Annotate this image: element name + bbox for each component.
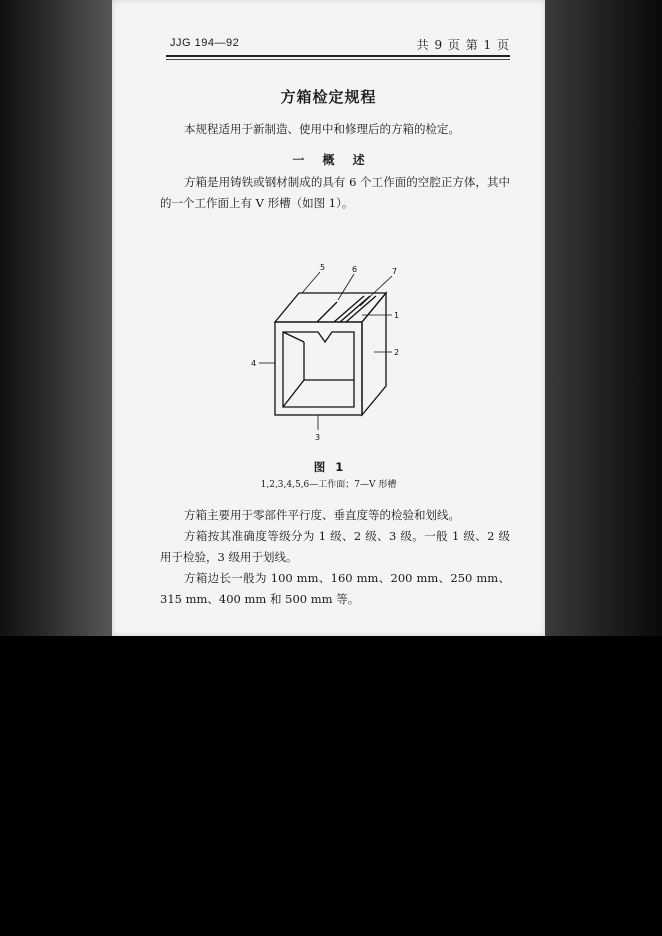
scan-left-margin bbox=[0, 0, 112, 636]
label-2: 2 bbox=[394, 348, 400, 357]
header-rule-thin bbox=[166, 59, 510, 60]
usage-paragraph: 方箱主要用于零部件平行度、垂直度等的检验和划线。 bbox=[184, 508, 460, 522]
standard-code: JJG 194—92 bbox=[170, 37, 240, 49]
overview-paragraph: 方箱是用铸铁或钢材制成的具有 6 个工作面的空腔正方体，其中的一个工作面上有 V 形槽（如图 1）。 bbox=[160, 175, 510, 210]
square-box-diagram bbox=[242, 260, 422, 450]
page-title: 方箱检定规程 bbox=[280, 88, 377, 106]
section-heading: 一 概 述 bbox=[292, 153, 365, 167]
label-1: 1 bbox=[394, 311, 400, 320]
scan-right-margin bbox=[545, 0, 662, 636]
size-paragraph: 方箱边长一般为 100 mm、160 mm、200 mm、250 mm、315 mm、400 mm 和 500 mm 等。 bbox=[160, 571, 510, 606]
label-6: 6 bbox=[352, 265, 358, 274]
label-4: 4 bbox=[251, 359, 257, 368]
intro-paragraph: 本规程适用于新制造、使用中和修理后的方箱的检定。 bbox=[184, 122, 460, 136]
grade-paragraph: 方箱按其准确度等级分为 1 级、2 级、3 级。一般 1 级、2 级用于检验，3 级用于划线。 bbox=[160, 529, 510, 564]
figure-caption: 1,2,3,4,5,6—工作面；7—V 形槽 bbox=[260, 480, 397, 490]
page-count: 共 9 页 第 1 页 bbox=[416, 38, 510, 52]
document-page bbox=[112, 0, 545, 636]
label-7: 7 bbox=[392, 267, 398, 276]
label-3: 3 bbox=[315, 433, 321, 442]
figure-1 bbox=[242, 260, 422, 450]
header-rule bbox=[166, 55, 510, 57]
label-5: 5 bbox=[320, 263, 326, 272]
figure-title: 图 1 bbox=[313, 460, 344, 474]
